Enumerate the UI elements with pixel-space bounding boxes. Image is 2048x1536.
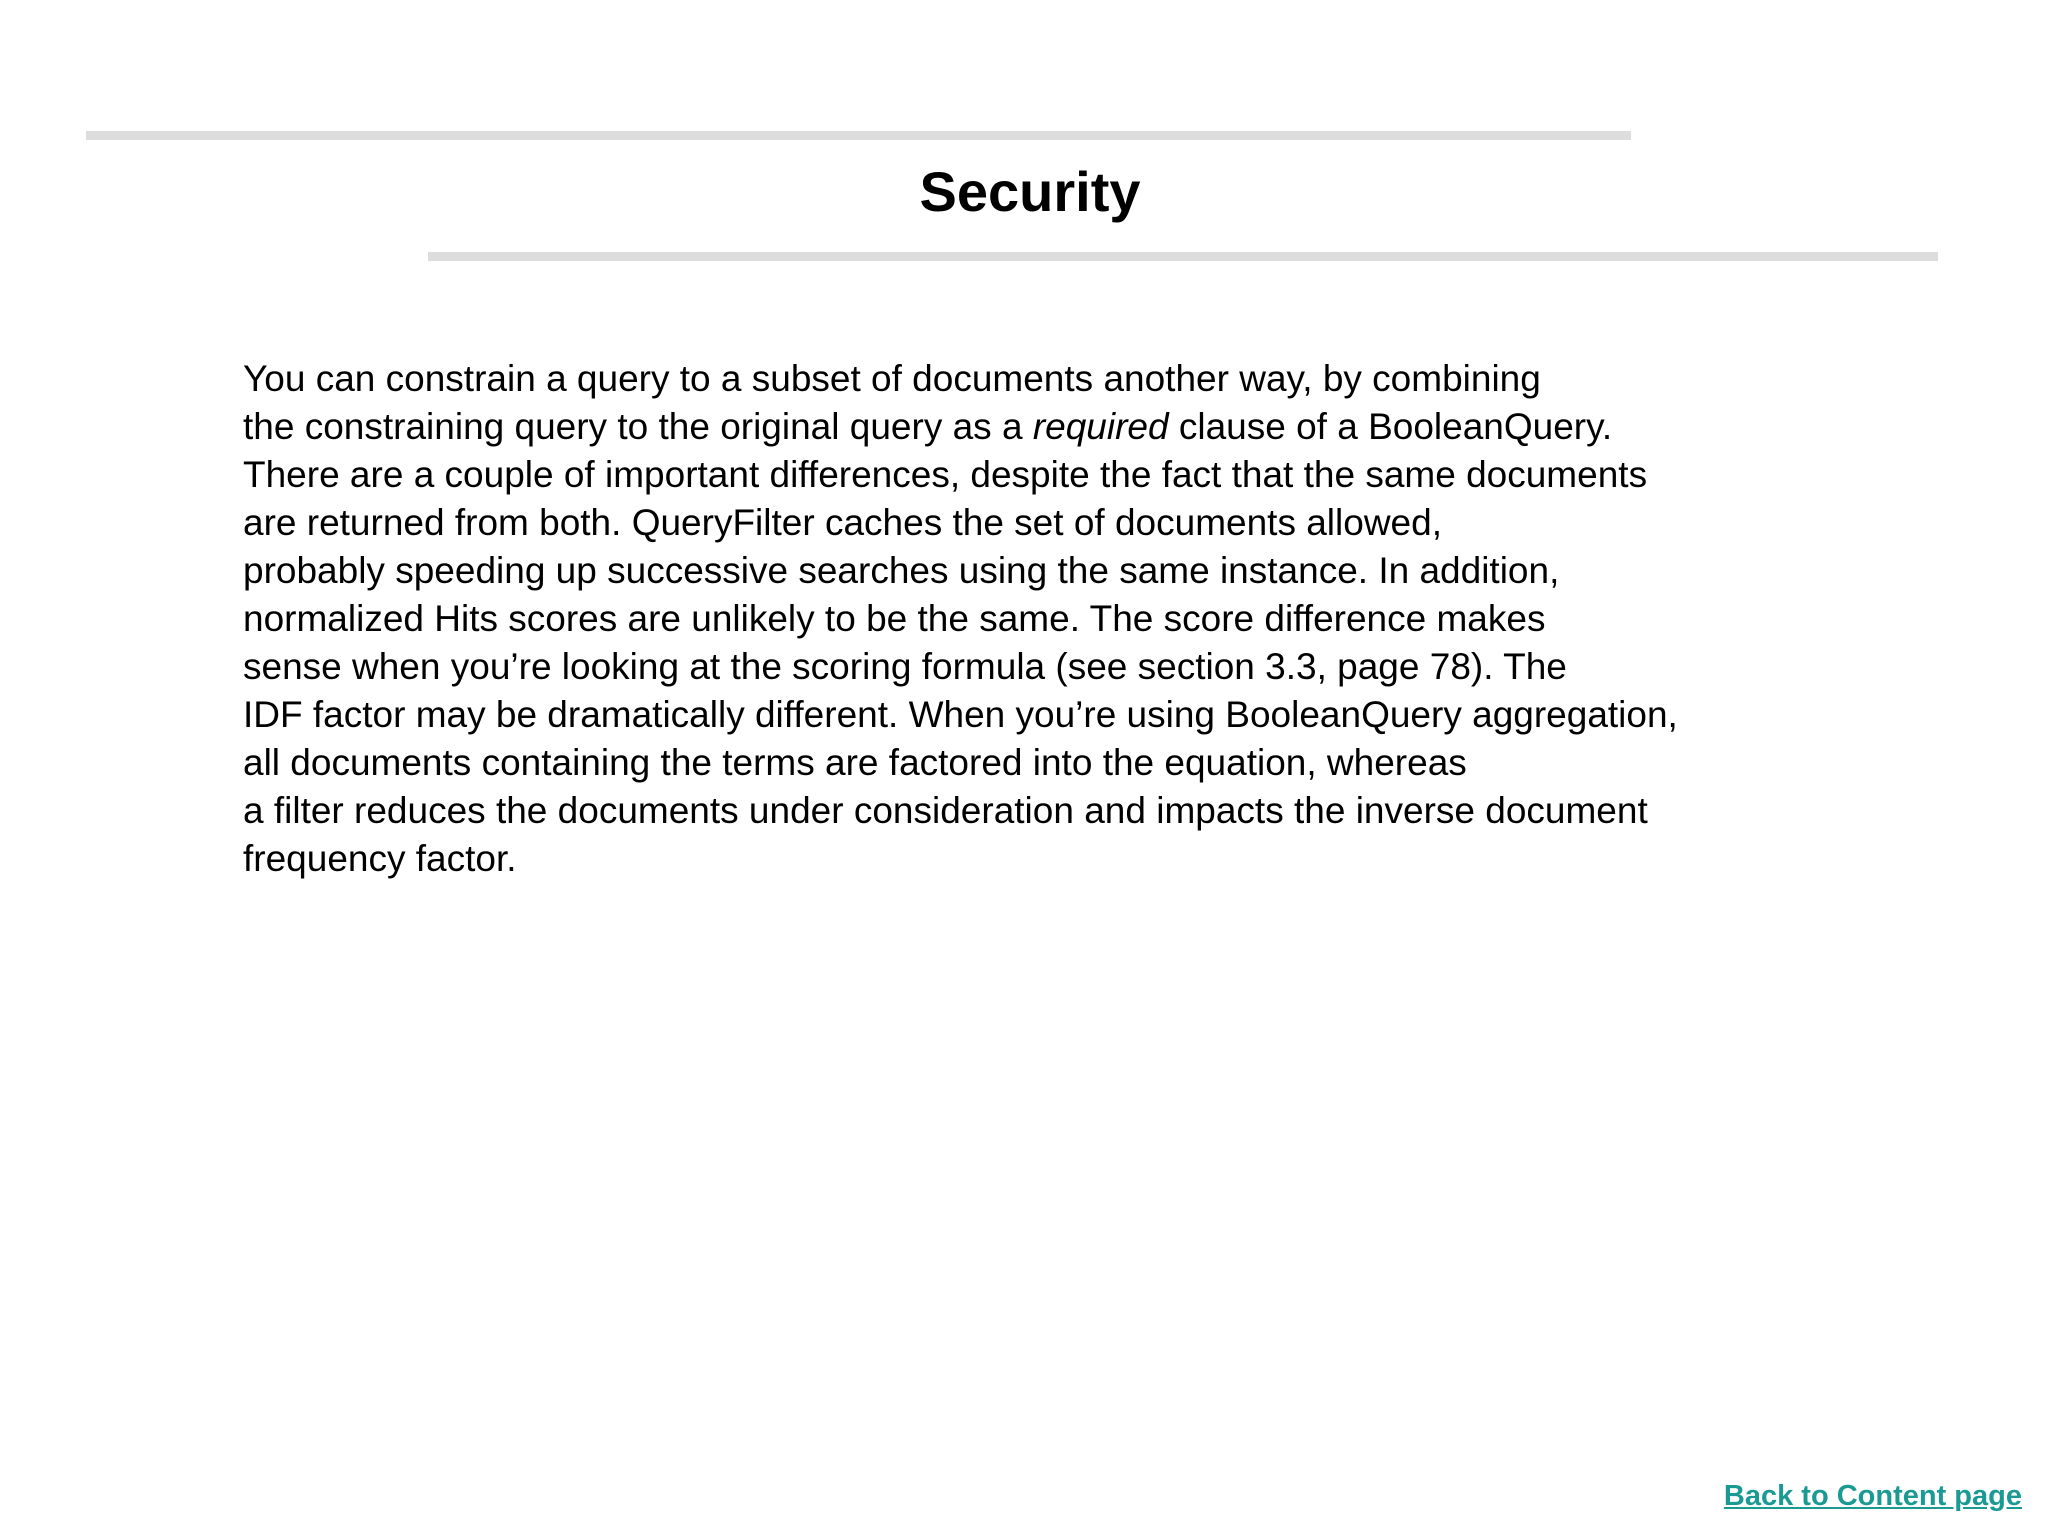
paragraph-line: all documents containing the terms are factored into the equation, whereas: [243, 742, 1467, 783]
top-divider: [86, 131, 1631, 140]
paragraph-line: are returned from both. QueryFilter caches the set of documents allowed,: [243, 502, 1442, 543]
emphasized-word: required: [1032, 406, 1169, 447]
title-underline-divider: [428, 252, 1938, 261]
paragraph-line: IDF factor may be dramatically different. When you’re using BooleanQuery aggregation,: [243, 694, 1678, 735]
paragraph-line: sense when you’re looking at the scoring formula (see section 3.3, page 78). The: [243, 646, 1567, 687]
paragraph-line: probably speeding up successive searches using the same instance. In addition,: [243, 550, 1560, 591]
paragraph-text: clause of a BooleanQuery.: [1168, 406, 1613, 447]
paragraph-line: You can constrain a query to a subset of documents another way, by combining: [243, 358, 1541, 399]
paragraph-line: frequency factor.: [243, 838, 517, 879]
page-title: Security: [919, 160, 1141, 223]
paragraph-line: a filter reduces the documents under consideration and impacts the inverse document: [243, 790, 1648, 831]
paragraph-text: the constraining query to the original query as a: [243, 406, 1033, 447]
paragraph-line: [243, 403, 1923, 451]
paragraph-line: There are a couple of important differences, despite the fact that the same documents: [243, 454, 1648, 495]
paragraph-line: normalized Hits scores are unlikely to be the same. The score difference makes: [243, 598, 1546, 639]
body-paragraph: [243, 355, 1923, 883]
back-to-content-link[interactable]: Back to Content page: [1723, 1480, 2022, 1512]
